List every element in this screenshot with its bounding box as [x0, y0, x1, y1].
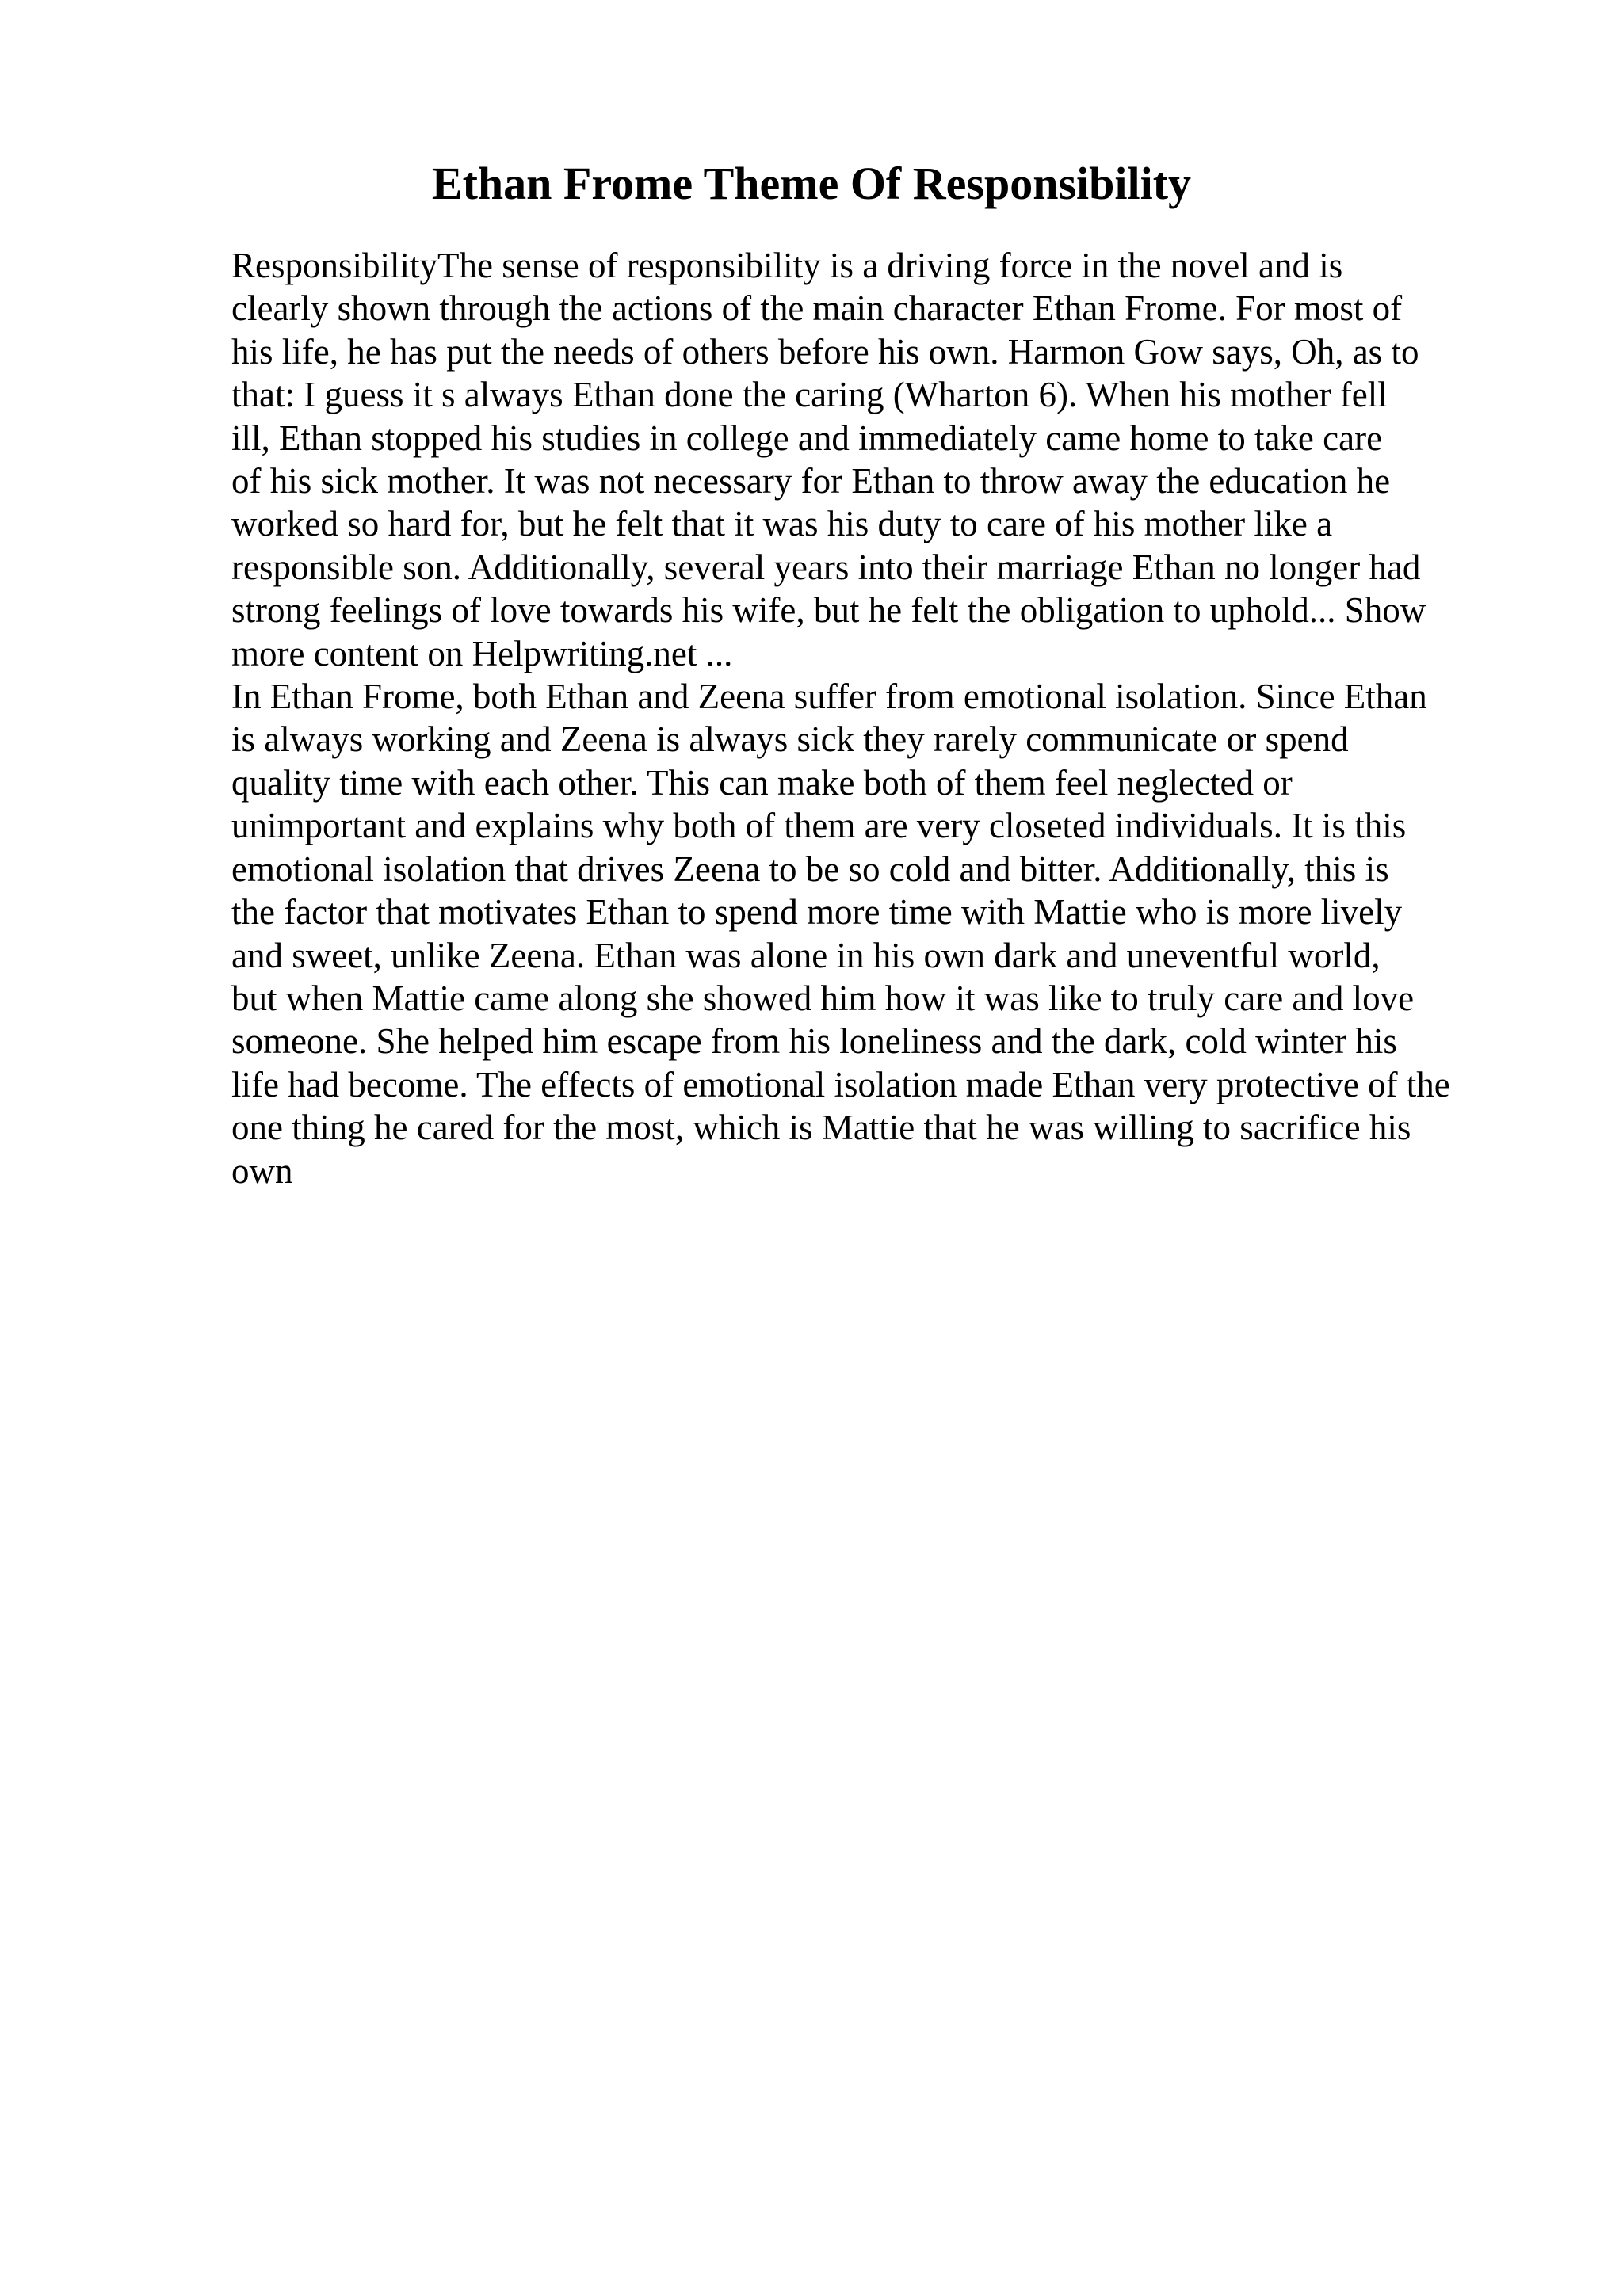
text-line: the factor that motivates Ethan to spend more time with Mattie who is more lively: [231, 892, 1403, 933]
text-line: ill, Ethan stopped his studies in college and immediately came home to take care: [231, 418, 1383, 458]
text-line: clearly shown through the actions of the main character Ethan Frome. For most of: [231, 288, 1403, 329]
text-line: quality time with each other. This can make both of them feel neglected or: [231, 762, 1293, 803]
text-line: In Ethan Frome, both Ethan and Zeena suffer from emotional isolation. Since Ethan: [231, 677, 1427, 717]
text-line: his life, he has put the needs of others before his own. Harmon Gow says, Oh, as to: [231, 331, 1419, 372]
text-line: unimportant and explains why both of them are very closeted individuals. It is this: [231, 806, 1407, 846]
text-line: life had become. The effects of emotional isolation made Ethan very protective of the: [231, 1064, 1450, 1104]
text-line: is always working and Zeena is always sick they rarely communicate or spend: [231, 719, 1349, 760]
text-line: emotional isolation that drives Zeena to be so cold and bitter. Additionally, this is: [231, 849, 1389, 889]
text-line: someone. She helped him escape from his loneliness and the dark, cold winter his: [231, 1021, 1397, 1062]
text-line: worked so hard for, but he felt that it was his duty to care of his mother like a: [231, 504, 1333, 544]
document-title: Ethan Frome Theme Of Responsibility: [431, 158, 1192, 209]
document-body: [231, 244, 1499, 1192]
text-line: responsible son. Additionally, several years into their marriage Ethan no longer had: [231, 547, 1421, 587]
text-line: of his sick mother. It was not necessary for Ethan to throw away the education he: [231, 461, 1391, 502]
text-line: strong feelings of love towards his wife, but he felt the obligation to uphold... Show: [231, 590, 1426, 631]
text-line: and sweet, unlike Zeena. Ethan was alone in his own dark and uneventful world,: [231, 935, 1381, 975]
text-line: ResponsibilityThe sense of responsibility is a driving force in the novel and is: [231, 246, 1343, 285]
text-line: but when Mattie came along she showed him how it was like to truly care and love: [231, 978, 1415, 1018]
text-line: own: [231, 1150, 293, 1191]
text-line: more content on Helpwriting.net ...: [231, 633, 733, 673]
text-line: one thing he cared for the most, which is Mattie that he was willing to sacrifice his: [231, 1108, 1411, 1148]
text-line: that: I guess it s always Ethan done the caring (Wharton 6). When his mother fell: [231, 375, 1388, 415]
